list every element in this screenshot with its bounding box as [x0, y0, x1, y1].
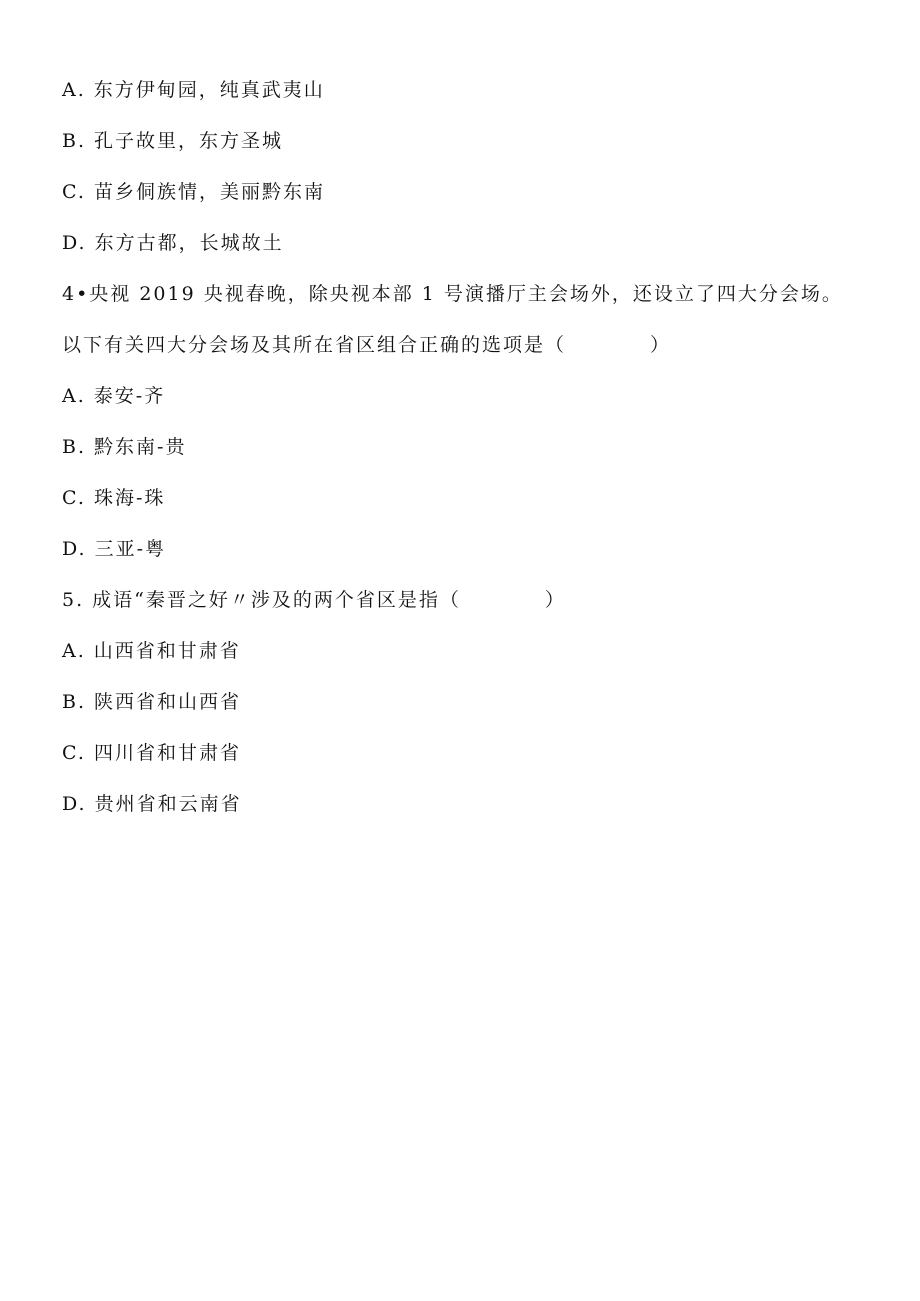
- q4-option-b: B. 黔东南-贵: [62, 436, 187, 458]
- q5-option-b: B. 陕西省和山西省: [62, 691, 242, 713]
- q5-stem: 5. 成语“秦晋之好〃涉及的两个省区是指（ ）: [62, 589, 566, 611]
- q4-option-c: C. 珠海-珠: [62, 487, 166, 509]
- q5-option-c: C. 四川省和甘肃省: [62, 742, 241, 764]
- q4-option-d: D. 三亚-粤: [62, 538, 167, 560]
- q5-option-a: A. 山西省和甘肃省: [62, 640, 241, 662]
- q5-option-d: D. 贵州省和云南省: [62, 793, 242, 815]
- q3-option-a: A. 东方伊甸园，纯真武夷山: [62, 79, 325, 101]
- q3-option-d: D. 东方古都，长城故土: [62, 232, 284, 254]
- q4-stem-line1: 4•央视 2019 央视春晚，除央视本部 1 号演播厅主会场外，还设立了四大分会场。: [62, 283, 843, 305]
- q3-option-c: C. 苗乡侗族情，美丽黔东南: [62, 181, 325, 203]
- q4-stem-line2: 以下有关四大分会场及其所在省区组合正确的选项是（ ）: [62, 334, 672, 356]
- q4-option-a: A. 泰安-齐: [62, 385, 166, 407]
- q3-option-b: B. 孔子故里，东方圣城: [62, 130, 284, 152]
